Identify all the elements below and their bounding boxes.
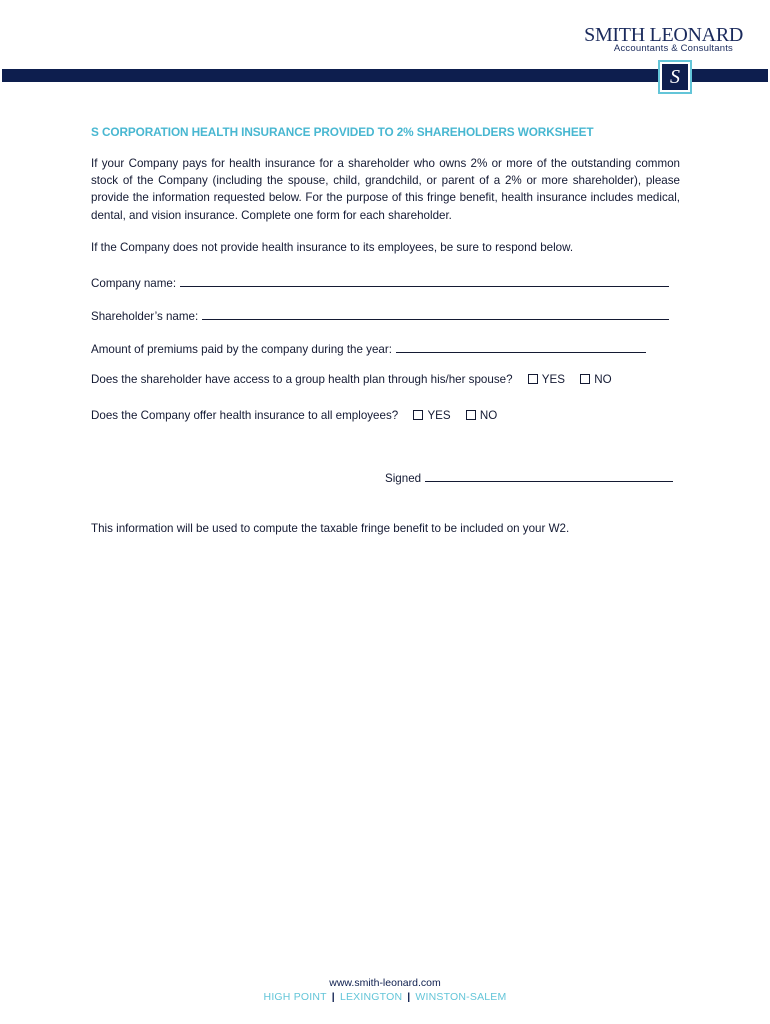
all-employees-question: Does the Company offer health insurance to all employees? — [91, 409, 399, 422]
all-employees-no-label: NO — [479, 409, 498, 422]
spouse-plan-yes-label: YES — [541, 373, 565, 386]
brand-tagline: Accountants & Consultants — [613, 43, 733, 54]
footer-cities: HIGH POINT | LEXINGTON | WINSTON-SALEM — [263, 991, 507, 1003]
company-name-label: Company name: — [91, 277, 177, 290]
header-banner — [2, 69, 768, 82]
all-employees-yes-label: YES — [427, 409, 451, 422]
footer-city: HIGH POINT — [263, 991, 327, 1003]
footer-city: LEXINGTON — [339, 991, 403, 1003]
premiums-field[interactable] — [396, 340, 646, 353]
shareholder-name-field[interactable] — [202, 307, 669, 320]
signature-field[interactable] — [425, 469, 673, 482]
all-employees-row — [91, 409, 497, 422]
all-employees-yes-checkbox[interactable] — [413, 410, 423, 420]
shareholder-name-row — [91, 307, 669, 323]
signed-label: Signed — [385, 472, 422, 485]
company-name-field[interactable] — [180, 274, 669, 287]
monogram-logo-icon — [658, 60, 692, 94]
premiums-row — [91, 340, 646, 356]
company-name-row — [91, 274, 669, 290]
spouse-plan-row — [91, 373, 612, 386]
no-insurance-note: If the Company does not provide health insurance to its employees, be sure to respond below. — [91, 241, 574, 254]
spouse-plan-question: Does the shareholder have access to a group health plan through his/her spouse? — [91, 373, 513, 386]
closing-note: This information will be used to compute the taxable fringe benefit to be included on your W2. — [91, 522, 570, 535]
spouse-plan-yes-checkbox[interactable] — [528, 374, 538, 384]
intro-paragraph: If your Company pays for health insurance for a shareholder who owns 2% or more of the outstanding common stock of the Company (including the spouse, child, grandchild, or parent of a 2% or more shareholder), please provide the information requested below. For the purpose of this fringe benefit, health insurance includes medical, dental, and vision insurance. Complete one form for each shareholder. — [91, 157, 680, 222]
all-employees-no-checkbox[interactable] — [466, 410, 476, 420]
brand-logo-name: SMITH LEONARD — [584, 24, 743, 46]
premiums-label: Amount of premiums paid by the company during the year: — [91, 343, 392, 356]
footer-website-link[interactable]: www.smith-leonard.com — [329, 977, 441, 989]
footer-city: WINSTON-SALEM — [415, 991, 507, 1003]
monogram-letter: S — [662, 64, 688, 90]
spouse-plan-no-checkbox[interactable] — [580, 374, 590, 384]
worksheet-title: S CORPORATION HEALTH INSURANCE PROVIDED TO 2% SHAREHOLDERS WORKSHEET — [91, 125, 594, 139]
signature-row — [385, 469, 673, 485]
spouse-plan-no-label: NO — [594, 373, 612, 386]
shareholder-name-label: Shareholder’s name: — [91, 310, 199, 323]
